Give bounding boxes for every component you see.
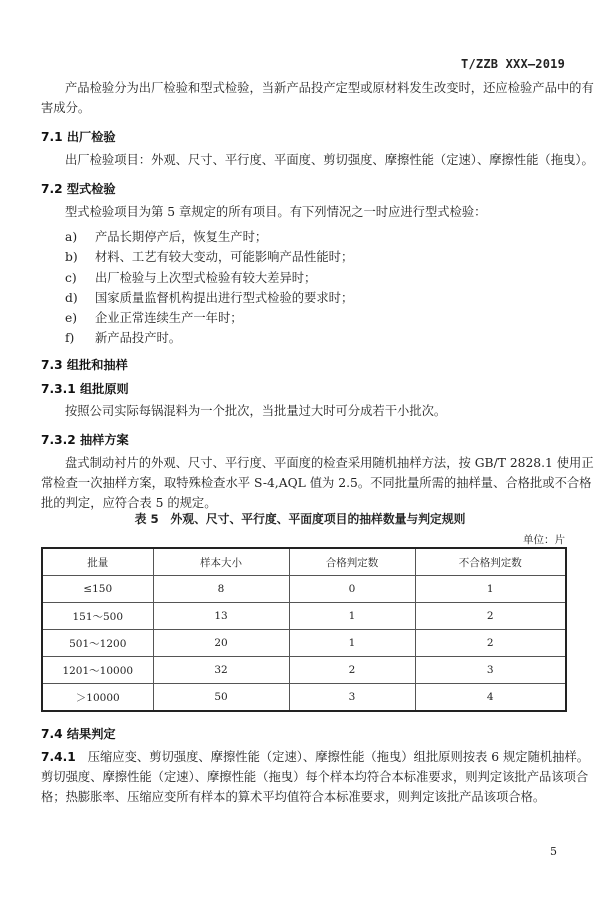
table-cell: 13 [153,603,289,630]
table-header-row [42,548,566,576]
table-cell: 1 [289,603,415,630]
column-header: 批量 [42,548,153,576]
section-7-3-title: 7.3 组批和抽样 [41,358,128,372]
table-cell: 32 [153,657,289,684]
list-text: 产品长期停产后，恢复生产时； [95,230,268,244]
list-text: 企业正常连续生产一年时； [95,311,243,325]
section-7-3-2-line-2: 常检查一次抽样方案，取特殊检查水平 S-4,AQL 值为 2.5。不同批量所需的抽样量、合格批或不合格 [41,476,592,490]
column-header: 不合格判定数 [415,548,566,576]
section-7-4-1-text: 压缩应变、剪切强度、摩擦性能（定速）、摩擦性能（拖曳）组批原则按表 6 规定随机抽样。 [87,750,590,764]
list-item [65,328,181,346]
section-7-1-title: 7.1 出厂检验 [41,130,116,144]
section-7-1-body: 出厂检验项目：外观、尺寸、平行度、平面度、剪切强度、摩擦性能（定速）、摩擦性能（拖曳）。 [65,153,594,167]
section-7-2-body: 型式检验项目为第 5 章规定的所有项目。有下列情况之一时应进行型式检验： [65,205,487,219]
section-7-4-1-line-2: 剪切强度、摩擦性能（定速）、摩擦性能（拖曳）每个样本均符合本标准要求，则判定该批产品该项合 [41,770,589,784]
table-row [42,684,566,712]
table-cell: 50 [153,684,289,712]
table-cell: ＞10000 [42,684,153,712]
table-cell: ≤150 [42,576,153,603]
table-row [42,576,566,603]
list-item [65,288,353,306]
section-7-3-2-line-1: 盘式制动衬片的外观、尺寸、平行度、平面度的检查采用随机抽样方法，按 GB/T 2828.1 使用正 [65,456,594,470]
section-7-4-1-number: 7.4.1 [41,750,76,764]
list-text: 国家质量监督机构提出进行型式检验的要求时； [95,291,354,305]
table-row [42,603,566,630]
table-row [42,630,566,657]
list-marker: c) [65,271,77,285]
list-text: 出厂检验与上次型式检验有较大差异时； [95,271,317,285]
list-item [65,227,267,245]
table-cell: 8 [153,576,289,603]
list-marker: a) [65,230,78,244]
list-item [65,308,243,326]
section-7-2-title: 7.2 型式检验 [41,182,116,196]
section-7-4-1-line-1 [41,748,589,767]
table-unit: 单位：片 [523,534,565,546]
table-cell: 501～1200 [42,630,153,657]
section-7-4-title: 7.4 结果判定 [41,727,116,741]
section-7-3-2-title: 7.3.2 抽样方案 [41,433,129,447]
table-cell: 1 [415,576,566,603]
table-cell: 0 [289,576,415,603]
table-cell: 4 [415,684,566,712]
table-cell: 20 [153,630,289,657]
intro-line-1: 产品检验分为出厂检验和型式检验，当新产品投产定型或原材料发生改变时，还应检验产品中的有 [65,81,594,95]
document-code: T/ZZB XXX—2019 [461,57,565,71]
column-header: 合格判定数 [289,548,415,576]
section-7-3-2-line-3: 批的判定，应符合表 5 的规定。 [41,496,217,510]
list-text: 新产品投产时。 [95,331,182,345]
section-7-4-1-line-3: 格；热膨胀率、压缩应变所有样本的算术平均值符合本标准要求，则判定该批产品该项合格。 [41,790,546,804]
list-text: 材料、工艺有较大变动，可能影响产品性能时； [95,250,354,264]
section-7-3-1-body: 按照公司实际每锅混料为一个批次，当批量过大时可分成若干小批次。 [65,404,447,418]
list-marker: f) [65,331,75,345]
list-marker: e) [65,311,78,325]
table-cell: 1 [289,630,415,657]
section-7-3-1-title: 7.3.1 组批原则 [41,382,129,396]
table-cell: 1201～10000 [42,657,153,684]
list-item [65,247,353,265]
column-header: 样本大小 [153,548,289,576]
table-row [42,657,566,684]
table-cell: 151～500 [42,603,153,630]
table-cell: 3 [415,657,566,684]
table-cell: 2 [415,603,566,630]
intro-line-2: 害成分。 [41,101,91,115]
table-cell: 3 [289,684,415,712]
table-cell: 2 [289,657,415,684]
list-item [65,268,316,286]
table-caption: 表 5 外观、尺寸、平行度、平面度项目的抽样数量与判定规则 [134,512,466,526]
sampling-table [41,547,567,712]
table-cell: 2 [415,630,566,657]
list-marker: b) [65,250,78,264]
list-marker: d) [65,291,78,305]
page-number: 5 [550,845,557,858]
